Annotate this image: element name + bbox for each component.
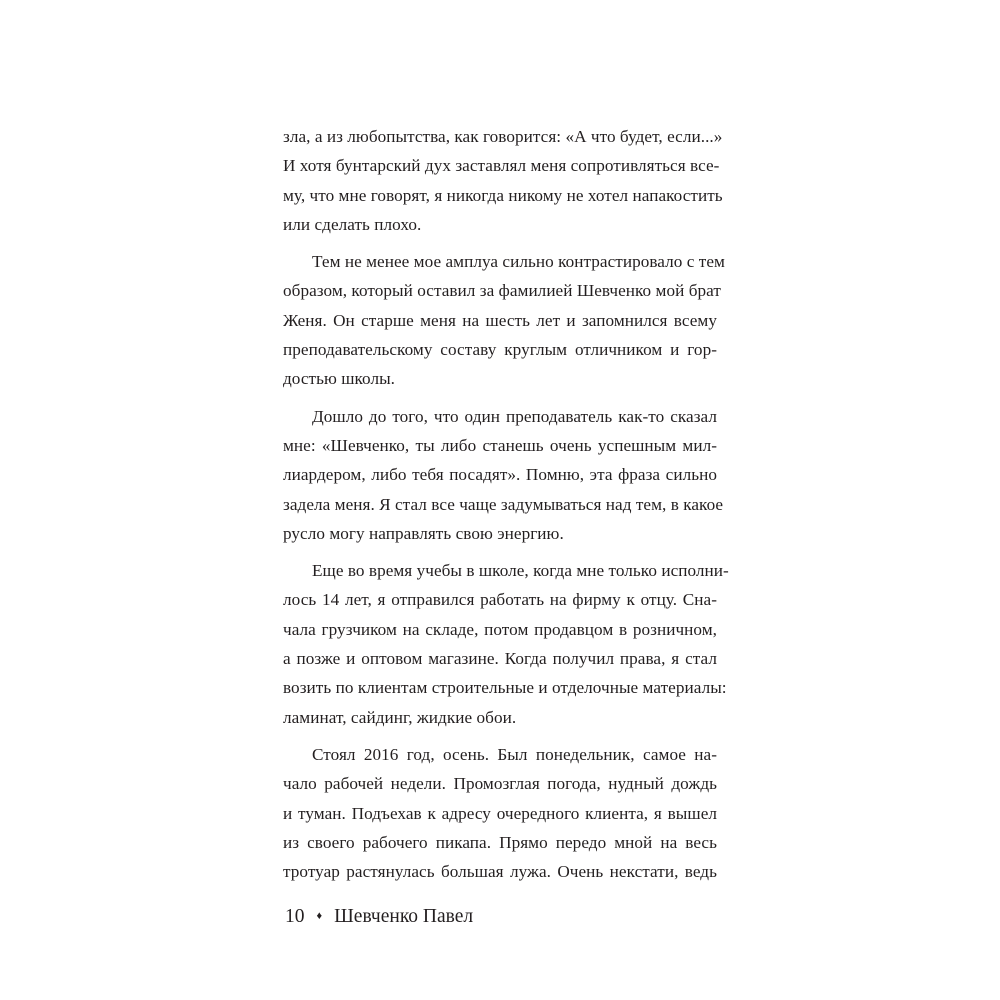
text-line: Тем не менее мое амплуа сильно контрастировало с тем	[312, 252, 725, 272]
author-name: Шевченко Павел	[334, 906, 474, 927]
text-line: или сделать плохо.	[283, 214, 422, 234]
text-line: лиардером, либо тебя посадят». Помню, эта фраза сильно	[283, 465, 717, 485]
text-line: Дошло до того, что один преподаватель как-то сказал	[312, 406, 717, 426]
text-line: чала грузчиком на складе, потом продавцом в розничном,	[283, 619, 717, 639]
paragraph	[283, 556, 729, 732]
paragraph	[283, 740, 717, 886]
text-line: Еще во время учебы в школе, когда мне только исполни-	[312, 561, 729, 581]
paragraph	[283, 122, 723, 239]
text-line: тротуар растянулась большая лужа. Очень некстати, ведь	[283, 862, 717, 882]
text-line: и туман. Подъехав к адресу очередного клиента, я вышел	[283, 803, 717, 823]
text-line: мне: «Шевченко, ты либо станешь очень успешным мил-	[283, 435, 717, 455]
page-footer	[285, 906, 473, 928]
text-line: му, что мне говорят, я никогда никому не хотел напакостить	[283, 185, 723, 205]
text-line: преподавательскому составу круглым отличником и гор-	[283, 340, 717, 360]
text-line: образом, который оставил за фамилией Шевченко мой брат	[283, 281, 721, 301]
text-line: задела меня. Я стал все чаще задумываться над тем, в какое	[283, 494, 724, 514]
paragraph	[283, 402, 724, 548]
text-line: из своего рабочего пикапа. Прямо передо мной на весь	[283, 832, 717, 852]
text-line: чало рабочей недели. Промозглая погода, нудный дождь	[283, 774, 717, 794]
text-line: Женя. Он старше меня на шесть лет и запомнился всему	[283, 310, 717, 330]
body-text	[283, 122, 729, 886]
text-line: достью школы.	[283, 369, 396, 389]
page-number: 10	[285, 906, 305, 927]
text-line: русло могу направлять свою энергию.	[283, 523, 564, 543]
diamond-separator-icon: ♦	[316, 910, 323, 922]
text-line: возить по клиентам строительные и отделочные материалы:	[283, 678, 727, 698]
text-line: зла, а из любопытства, как говорится: «А что будет, если...»	[283, 127, 723, 146]
text-line: а позже и оптовом магазине. Когда получил права, я стал	[283, 649, 717, 669]
text-line: лось 14 лет, я отправился работать на фирму к отцу. Сна-	[283, 590, 717, 610]
paragraph	[283, 247, 725, 393]
text-line: И хотя бунтарский дух заставлял меня сопротивляться все-	[283, 156, 720, 176]
text-line: Стоял 2016 год, осень. Был понедельник, самое на-	[312, 744, 717, 764]
text-line: ламинат, сайдинг, жидкие обои.	[283, 707, 517, 727]
